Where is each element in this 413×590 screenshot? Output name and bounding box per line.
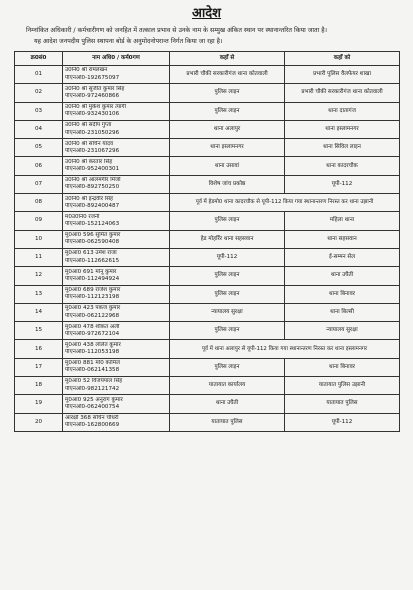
name-cell xyxy=(63,303,170,321)
name-cell xyxy=(63,267,170,285)
from-cell: न्यायालय सुरक्षा xyxy=(170,303,285,321)
officer-name: उ0नि0 श्री संदीप गुप्ता xyxy=(65,122,112,129)
officer-name: उ0नि0 श्री आलमगीर मिर्जा xyxy=(65,177,121,184)
serial-number-cell: 07 xyxy=(15,175,63,193)
name-cell xyxy=(63,248,170,266)
name-cell xyxy=(63,285,170,303)
to-cell: यातायात पुलिस xyxy=(285,395,400,413)
table-body xyxy=(15,66,400,432)
to-cell: थाना इस्लामनगर xyxy=(285,120,400,138)
to-cell: प्रभारी चौकी सरकारीगंज थाना कोतवाली xyxy=(285,84,400,102)
pno-number: पीएनओ0-932430106 xyxy=(65,111,120,118)
table-row xyxy=(15,395,400,413)
pno-number: पीएनओ0-982121742 xyxy=(65,385,120,392)
serial-number-cell: 02 xyxy=(15,84,63,102)
column-header-to: कहाँ को xyxy=(285,52,400,66)
pno-number: पीएनओ0-892400487 xyxy=(65,202,120,209)
table-row xyxy=(15,230,400,248)
from-cell: प्रभारी चौकी सरकारीगंज थाना कोतवाली xyxy=(170,66,285,84)
from-cell: पुलिस लाइन xyxy=(170,285,285,303)
from-cell: पुलिस लाइन xyxy=(170,102,285,120)
table-header-row xyxy=(15,52,400,66)
remark-cell: पूर्व में थाना अलापुर से यूपी-112 किया गया स्थानान्तरण निरस्त कर थाना इस्लामनगर xyxy=(170,340,400,358)
from-cell: थाना इस्लामनगर xyxy=(170,139,285,157)
name-cell xyxy=(63,139,170,157)
table-row xyxy=(15,102,400,120)
pno-number: पीएनओ0-972672104 xyxy=(65,330,120,337)
name-cell xyxy=(63,194,170,212)
intro-line-1: निम्नांकित अधिकारी / कर्मचारीगण को जनहित में तत्काल प्रभाव से उनके नाम के सम्मुख xyxy=(26,27,226,34)
serial-number-cell: 17 xyxy=(15,358,63,376)
pno-number: पीएनओ0-112053198 xyxy=(65,349,120,356)
table-row xyxy=(15,194,400,212)
name-cell xyxy=(63,157,170,175)
table-row xyxy=(15,175,400,193)
serial-number-cell: 01 xyxy=(15,66,63,84)
to-cell: यातायात पुलिस उझानी xyxy=(285,377,400,395)
table-row xyxy=(15,377,400,395)
pno-number: पीएनओ0-062590408 xyxy=(65,239,120,246)
serial-number-cell: 14 xyxy=(15,303,63,321)
officer-name: मु0आ0 613 उमेश राजा xyxy=(65,250,117,257)
from-cell: विशेष जांच प्रकोष्ठ xyxy=(170,175,285,193)
name-cell xyxy=(63,395,170,413)
table-row xyxy=(15,248,400,266)
serial-number-cell: 11 xyxy=(15,248,63,266)
officer-name: मु0आ0 596 सुमित कुमार xyxy=(65,232,121,239)
officer-name: उ0नि0 श्री करतार सिंह xyxy=(65,158,113,165)
to-cell: यूपी-112 xyxy=(285,413,400,431)
name-cell xyxy=(63,322,170,340)
pno-number: पीएनओ0-952400301 xyxy=(65,166,120,173)
from-cell: पुलिस लाइन xyxy=(170,84,285,102)
serial-number-cell: 08 xyxy=(15,194,63,212)
officer-name: उ0नि0 श्री मुकेश कुमार त्यागी xyxy=(65,104,126,111)
table-row xyxy=(15,84,400,102)
to-cell: ई-सम्मन सेल xyxy=(285,248,400,266)
page-title: आदेश xyxy=(191,6,222,21)
serial-number-cell: 19 xyxy=(15,395,63,413)
officer-name: मु0आ0 925 अनुराग कुमार xyxy=(65,396,123,403)
pno-number: पीएनओ0-112123198 xyxy=(65,294,120,301)
serial-number-cell: 15 xyxy=(15,322,63,340)
to-cell: थाना बिनावर xyxy=(285,285,400,303)
serial-number-cell: 03 xyxy=(15,102,63,120)
serial-number-cell: 16 xyxy=(15,340,63,358)
from-cell: हेड मोहर्रिर थाना सहसवान xyxy=(170,230,285,248)
table-row xyxy=(15,358,400,376)
from-cell: थाना उघैती xyxy=(170,395,285,413)
pno-number: पीएनओ0-112662615 xyxy=(65,257,120,264)
table-row xyxy=(15,322,400,340)
table-row xyxy=(15,66,400,84)
from-cell: पुलिस लाइन xyxy=(170,212,285,230)
table-row xyxy=(15,139,400,157)
officer-name: म0उ0नि0 रजनी xyxy=(65,213,100,220)
table-row xyxy=(15,285,400,303)
officer-name: मु0आ0 478 शौकत अली xyxy=(65,323,120,330)
transfer-table xyxy=(14,51,400,432)
pno-number: पीएनओ0-231067296 xyxy=(65,147,120,154)
to-cell: थाना दातागंज xyxy=(285,102,400,120)
to-cell: यूपी-112 xyxy=(285,175,400,193)
name-cell xyxy=(63,358,170,376)
name-cell xyxy=(63,230,170,248)
to-cell: थाना कादरचौक xyxy=(285,157,400,175)
column-header-name: नाम अधि0 / कर्म0गण xyxy=(63,52,170,66)
name-cell xyxy=(63,377,170,395)
name-cell xyxy=(63,175,170,193)
pno-number: पीएनओ0-112494924 xyxy=(65,275,120,282)
pno-number: पीएनओ0-972460866 xyxy=(65,92,120,99)
officer-name: उ0नि0 श्री सुजीत कुमार सिंह xyxy=(65,85,125,92)
to-cell: महिला थाना xyxy=(285,212,400,230)
to-cell: थाना बिल्सी xyxy=(285,303,400,321)
table-row xyxy=(15,267,400,285)
name-cell xyxy=(63,66,170,84)
officer-name: आरक्षी 368 सचिन चौधरी xyxy=(65,415,119,422)
serial-number-cell: 10 xyxy=(15,230,63,248)
from-cell: यातायात कार्यालय xyxy=(170,377,285,395)
name-cell xyxy=(63,84,170,102)
pno-number: पीएनओ0-192675097 xyxy=(65,74,120,81)
officer-name: मु0आ0 691 मोनू कुमार xyxy=(65,268,117,275)
from-cell: पुलिस लाइन xyxy=(170,322,285,340)
from-cell: थाना अलापुर xyxy=(170,120,285,138)
to-cell: न्यायालय सुरक्षा xyxy=(285,322,400,340)
officer-name: मु0आ0 423 पंकज कुमार xyxy=(65,305,121,312)
intro-paragraph xyxy=(26,26,395,35)
officer-name: मु0आ0 438 ललित कुमार xyxy=(65,341,121,348)
pno-number: पीएनओ0-231050296 xyxy=(65,129,120,136)
column-header-serial: क्र0सं0 xyxy=(15,52,63,66)
officer-name: उ0नि0 श्री रामलखन xyxy=(65,67,108,74)
pno-number: पीएनओ0-892750250 xyxy=(65,184,120,191)
pno-number: पीएनओ0-162800669 xyxy=(65,422,120,429)
table-row xyxy=(15,413,400,431)
officer-name: उ0नि0 श्री सचिन यादव xyxy=(65,140,114,147)
officer-name: मु0आ0 689 राजेश कुमार xyxy=(65,287,121,293)
serial-number-cell: 05 xyxy=(15,139,63,157)
to-cell: प्रभारी पुलिस वैलफेयर शाखा xyxy=(285,66,400,84)
table-row xyxy=(15,120,400,138)
table-row xyxy=(15,212,400,230)
officer-name: मु0आ0 881 मो0 कामिल xyxy=(65,360,120,367)
serial-number-cell: 12 xyxy=(15,267,63,285)
from-cell: यूपी-112 xyxy=(170,248,285,266)
pno-number: पीएनओ0-152124063 xyxy=(65,221,120,228)
pno-number: पीएनओ0-062400754 xyxy=(65,403,120,410)
serial-number-cell: 06 xyxy=(15,157,63,175)
remark-cell: पूर्व में हेडमो0 थाना कादरचौक से यूपी-112 किया गया स्थानान्तरण निरस्त कर थाना उझानी xyxy=(170,194,400,212)
serial-number-cell: 04 xyxy=(15,120,63,138)
from-cell: यातायात पुलिस xyxy=(170,413,285,431)
serial-number-cell: 20 xyxy=(15,413,63,431)
column-header-from: कहाँ से xyxy=(170,52,285,66)
serial-number-cell: 18 xyxy=(15,377,63,395)
officer-name: मु0आ0 52 विजयपाल सिंह xyxy=(65,378,123,385)
table-row xyxy=(15,340,400,358)
serial-number-cell: 09 xyxy=(15,212,63,230)
to-cell: थाना उघैती xyxy=(285,267,400,285)
name-cell xyxy=(63,102,170,120)
intro-line-2: अंकित स्थान पर स्थानान्तरित किया जाता है। xyxy=(227,27,327,34)
to-cell: थाना बिनावर xyxy=(285,358,400,376)
table-row xyxy=(15,157,400,175)
name-cell xyxy=(63,413,170,431)
name-cell xyxy=(63,120,170,138)
serial-number-cell: 13 xyxy=(15,285,63,303)
officer-name: उ0नि0 श्री इन्द्रवीर सिंह xyxy=(65,195,113,202)
from-cell: थाना उसावां xyxy=(170,157,285,175)
table-row xyxy=(15,303,400,321)
to-cell: थाना सिविल लाइन xyxy=(285,139,400,157)
name-cell xyxy=(63,212,170,230)
intro-line-3: यह आदेश जनपदीय पुलिस स्थापना बोर्ड के अनुमोदनोपरान्त निर्गत किया जा रहा है। xyxy=(34,38,223,45)
pno-number: पीएनओ0-062141358 xyxy=(65,367,120,374)
from-cell: पुलिस लाइन xyxy=(170,358,285,376)
from-cell: पुलिस लाइन xyxy=(170,267,285,285)
name-cell xyxy=(63,340,170,358)
to-cell: थाना सहसवान xyxy=(285,230,400,248)
pno-number: पीएनओ0-062122968 xyxy=(65,312,120,319)
